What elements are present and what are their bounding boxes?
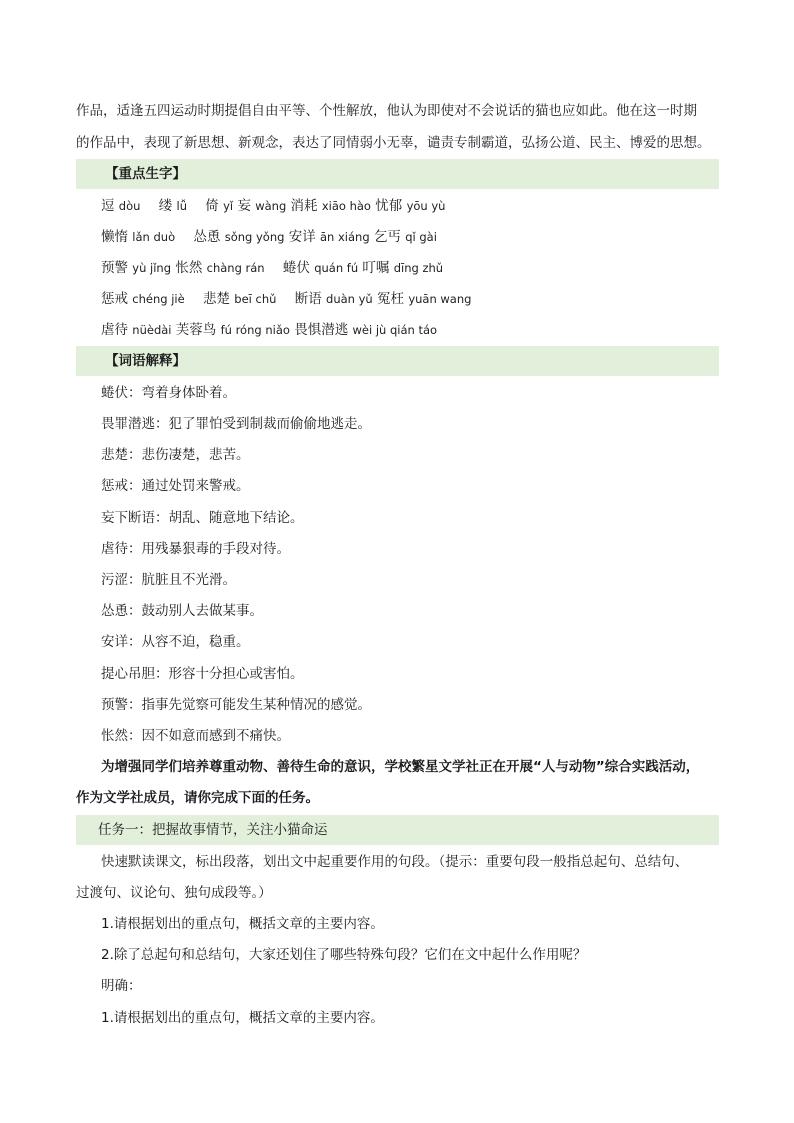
section-heading-band	[76, 159, 719, 189]
section-heading-band	[76, 346, 719, 376]
vocab-char: 惩戒	[101, 291, 128, 307]
glossary-item: 污涩：肮脏且不光滑。	[101, 572, 236, 588]
glossary-item: 怂恿：鼓动别人去做某事。	[101, 603, 263, 619]
task-heading: 任务一：把握故事情节，关注小猫命运	[98, 822, 328, 838]
vocab-char: 逗	[101, 198, 115, 214]
answer-label: 明确：	[101, 978, 142, 994]
vocab-pinyin: yù jǐng	[132, 261, 172, 275]
vocab-pinyin: sǒng yǒng	[224, 230, 285, 244]
vocab-pinyin: quán fú	[314, 261, 359, 275]
vocab-pinyin: wèi jù qián táo	[352, 323, 438, 337]
vocab-pinyin: yuān wang	[408, 292, 472, 306]
vocab-pinyin: wàng	[255, 199, 287, 213]
vocab-char: 叮嘱	[362, 260, 390, 276]
vocab-row	[101, 196, 445, 216]
glossary-item: 畏罪潜逃：犯了罪怕受到制裁而偷偷地逃走。	[101, 416, 371, 432]
task-paragraph-line-2: 过渡句、议论句、独句成段等。）	[76, 885, 272, 901]
vocab-row	[101, 258, 443, 278]
vocab-pinyin: lǚ	[176, 199, 187, 213]
vocab-char: 怂恿	[193, 229, 221, 245]
glossary-item: 蜷伏：弯着身体卧着。	[101, 385, 236, 401]
vocab-char: 妄	[237, 198, 251, 214]
activity-line-1: 为增强同学们培养尊重动物、善待生命的意识，学校繁星文学社正在开展“人与动物”综合实践活动，	[101, 759, 700, 775]
vocab-char: 懒惰	[101, 229, 128, 245]
vocab-pinyin: yōu yù	[406, 199, 446, 213]
vocab-char: 预警	[101, 260, 128, 276]
glossary-item: 安详：从容不迫，稳重。	[101, 634, 250, 650]
vocab-char: 断语	[294, 291, 322, 307]
activity-line-2: 作为文学社成员，请你完成下面的任务。	[76, 790, 319, 806]
section-heading: 【词语解释】	[105, 353, 186, 369]
vocab-pinyin: xiāo hào	[321, 199, 371, 213]
glossary-item: 悲楚：悲伤凄楚，悲苦。	[101, 447, 250, 463]
answer-1: 1.请根据划出的重点句，概括文章的主要内容。	[101, 1010, 384, 1026]
vocab-pinyin: dīng zhǔ	[393, 261, 444, 275]
vocab-pinyin: chàng rán	[206, 261, 265, 275]
vocab-char: 蜷伏	[282, 260, 310, 276]
glossary-item: 怅然：因不如意而感到不痛快。	[101, 728, 290, 744]
glossary-item: 妄下断语：胡乱、随意地下结论。	[101, 510, 304, 526]
vocab-pinyin: qǐ gài	[405, 230, 437, 244]
vocab-char: 虐待	[101, 322, 128, 338]
question-2: 2.除了总起句和总结句，大家还划住了哪些特殊句段？它们在文中起什么作用呢？	[101, 947, 587, 963]
vocab-pinyin: nüèdài	[132, 323, 172, 337]
vocab-pinyin: fú róng niǎo	[220, 323, 290, 337]
vocab-row	[101, 227, 437, 247]
vocab-row	[101, 320, 437, 340]
vocab-char: 乞丐	[373, 229, 401, 245]
vocab-pinyin: duàn yǔ	[326, 292, 373, 306]
vocab-char: 消耗	[290, 198, 318, 214]
vocab-char: 安详	[288, 229, 316, 245]
vocab-pinyin: chéng jiè	[132, 292, 185, 306]
question-1: 1.请根据划出的重点句，概括文章的主要内容。	[101, 916, 384, 932]
intro-line-2: 的作品中，表现了新思想、新观念，表达了同情弱小无辜，谴责专制霸道，弘扬公道、民主、博爱的思想。	[76, 135, 711, 151]
vocab-char: 倚	[205, 198, 219, 214]
task-heading-band	[76, 815, 719, 845]
vocab-char: 怅然	[175, 260, 203, 276]
vocab-char: 缕	[158, 198, 173, 214]
glossary-item: 惩戒：通过处罚来警戒。	[101, 478, 250, 494]
vocab-pinyin: beī chǔ	[234, 292, 277, 306]
section-heading: 【重点生字】	[105, 166, 186, 182]
vocab-char: 芙蓉鸟	[175, 322, 217, 338]
intro-line-1: 作品，适逢五四运动时期提倡自由平等、个性解放，他认为即使对不会说话的猫也应如此。他在这一时期	[76, 103, 697, 119]
vocab-char: 冤枉	[377, 291, 405, 307]
glossary-item: 虐待：用残暴狠毒的手段对待。	[101, 541, 290, 557]
vocab-pinyin: ān xiáng	[320, 230, 370, 244]
vocab-pinyin: dòu	[118, 199, 141, 213]
glossary-item: 提心吊胆：形容十分担心或害怕。	[101, 666, 304, 682]
vocab-row	[101, 289, 471, 309]
vocab-char: 忧郁	[375, 198, 403, 214]
task-paragraph-line-1: 快速默读课文，标出段落，划出文中起重要作用的句段。（提示：重要句段一般指总起句、总结句、	[101, 854, 689, 870]
vocab-pinyin: lǎn duò	[132, 230, 176, 244]
glossary-item: 预警：指事先觉察可能发生某种情况的感觉。	[101, 697, 371, 713]
vocab-char: 悲楚	[203, 291, 230, 307]
vocab-pinyin: yǐ	[223, 199, 234, 213]
vocab-char: 畏惧潜逃	[294, 322, 349, 338]
